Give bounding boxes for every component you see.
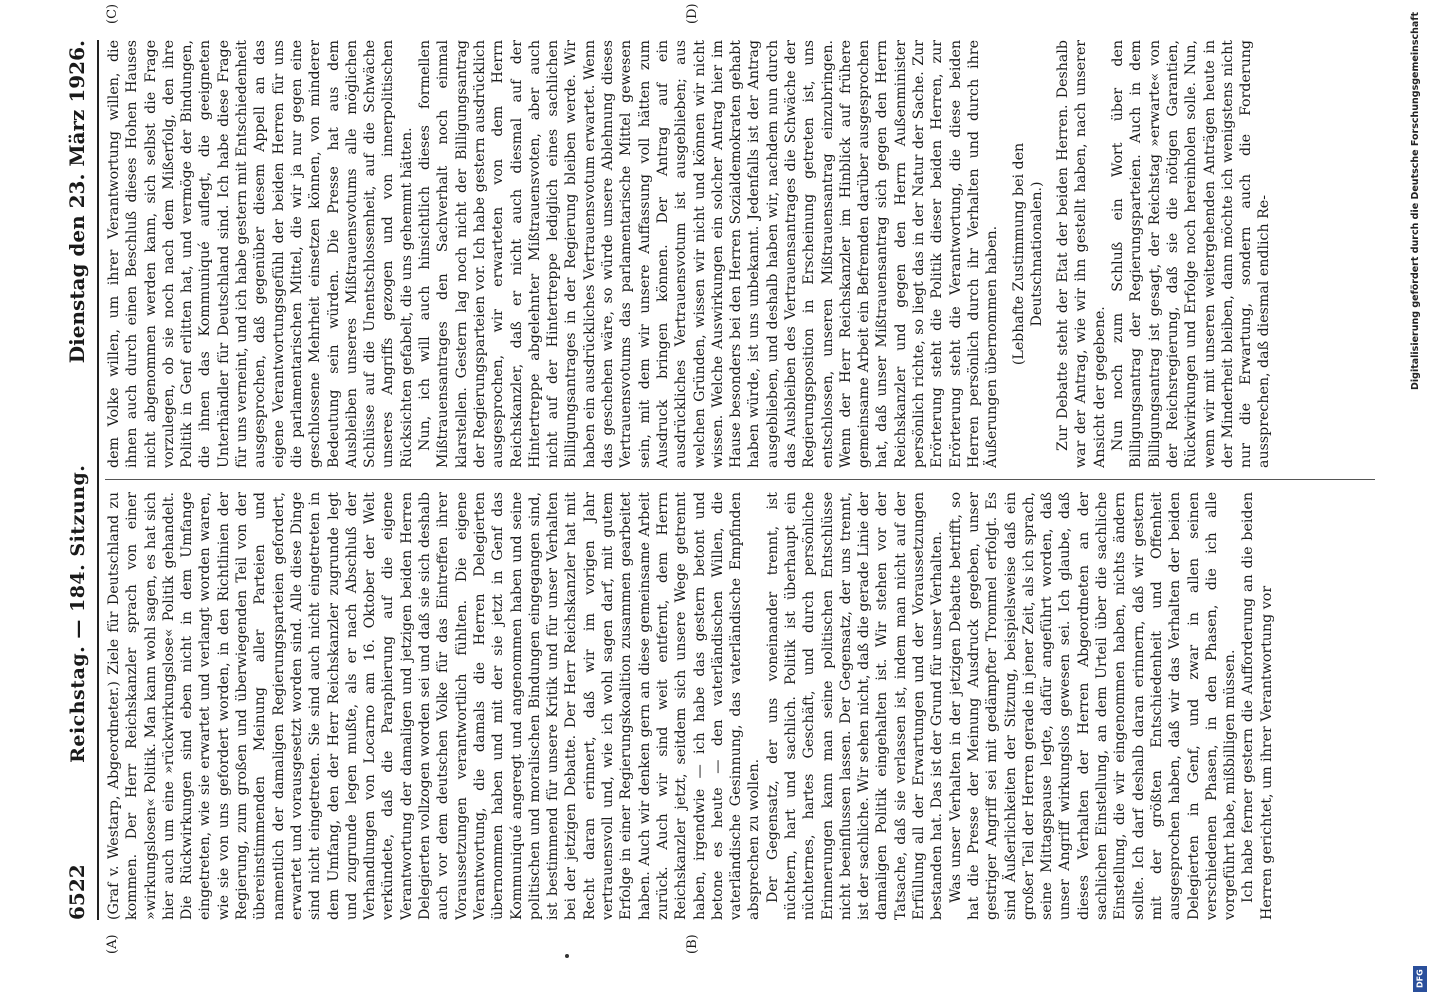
session-title: Reichstag. — 184. Sitzung. xyxy=(67,464,89,763)
margin-marker-a: (A) xyxy=(105,934,120,954)
header-rule xyxy=(97,40,99,920)
rotated-page xyxy=(45,0,1434,960)
session-date: Dienstag den 23. März 1926. xyxy=(65,40,89,364)
dfg-logo: DFG xyxy=(1413,966,1427,992)
page-number: 6522 xyxy=(65,864,89,920)
paragraph: Ich habe ferner gestern die Aufforderung an die beiden Herren gerichtet, um ihrer Verantwortung vor xyxy=(1240,492,1275,920)
credit-text: Digitalisierung gefördert durch die Deutsche Forschungsgemeinschaft xyxy=(1410,12,1421,390)
paragraph: (Graf v. Westarp, Abgeordneter.) Ziele für Deutschland zu kommen. Der Herr Reichskanzler sprach von einer »wirkungslosen« Politik. Man kann wohl sagen, es hat sich hier auch um eine »rückwirkungslose« Politik gehandelt. Die Rückwirkungen sind eben nicht in dem Umfange eingetreten, wie sie erwartet und verlangt worden waren, wie sie von uns gefordert worden, in den Richtlinien der Regierung, zum großen und überwiegenden Teil von der übereinstimmenden Meinung aller Parteien und namentlich der damaligen Regierungsparteien gefordert, erwartet und vorausgesetzt worden sind. Alle diese Dinge sind nicht eingetreten. Sie sind auch nicht eingetreten in dem Umfang, den der Herr Reichskanzler zugrunde legt und zugrunde legen mußte, als er nach Abschluß der Verhandlungen von Locarno am 16. Oktober der Welt verkündete, daß die Paraphierung auf die eigene Verantwortung der damaligen und jetzigen beiden Herren Delegierten vollzogen worden sei und daß sie sich deshalb auch vor dem deutschen Volke für das Eintreffen ihrer Voraussetzungen verantwortlich fühlten. Die eigene Verantwortung, die damals die Herren Delegierten übernommen haben und mit der sie jetzt in Genf das Kommuniqué angeregt und angenommen haben und seine politischen und moralischen Bindungen eingegangen sind, ist bestimmend für unsere Kritik und für unser Verhalten bei der jetzigen Debatte. Der Herr Reichskanzler hat mit Recht daran erinnert, daß wir im vorigen Jahr vertrauensvoll und, wie ich wohl sagen darf, mit gutem Erfolge in einer Regierungskoalition zusammen gearbeitet haben. Auch wir denken gern an diese gemeinsame Arbeit zurück. Auch wir sind weit entfernt, dem Herrn Reichskanzler jetzt, seitdem sich unsere Wege getrennt haben, irgendwie — ich habe das gestern betont und betone es heute — den vaterländischen Willen, die vaterländische Gesinnung, das vaterländische Empfinden absprechen zu wollen. xyxy=(106,492,763,920)
page-header xyxy=(65,40,93,920)
margin-marker-d: (D) xyxy=(685,3,700,24)
margin-marker-c: (C) xyxy=(105,3,120,24)
paragraph: dem Volke willen, um ihrer Verantwortung willen, die ihnen auch durch einen Beschluß dieses Hohen Hauses nicht abgenommen werden kann, sich selbst die Frage vorzulegen, ob sie noch nach dem Mißerfolg, den ihre Politik in Genf erlitten hat, und vermöge der Bindungen, die ihnen das Kommuniqué auflegt, die geeigneten Unterhändler für Deutschland sind. Ich habe diese Frage für uns verneint, und ich habe gestern mit Entschiedenheit ausgesprochen, daß gegenüber diesem Appell an das eigene Verantwortungsgefühl der beiden Herren für uns die parlamentarischen Mittel, die wir ja nur gegen eine geschlossene Mehrheit einsetzen können, von minderer Bedeutung sein würden. Die Presse hat aus dem Ausbleiben unseres Mißtrauensvotums alle möglichen Schlüsse auf die Unentschlossenheit, auf die Schwäche unseres Angriffs gezogen und von innerpolitischen Rücksichten gefabelt, die uns gehemmt hätten. xyxy=(106,40,415,468)
digitization-credit xyxy=(1410,12,1432,992)
page-content xyxy=(65,3,1395,954)
left-text-column xyxy=(105,492,1375,920)
paragraph: Der Gegensatz, der uns voneinander trennt, ist nüchtern, hart und sachlich. Politik ist überhaupt ein nüchternes, hartes Geschäft, und durch persönliche Erinnerungen kann man seine politischen Entschlüsse nicht beeinflussen lassen. Der Gegensatz, der uns trennt, ist der sachliche. Wir sehen nicht, daß die gerade Linie der damaligen Politik eingehalten ist. Wir stehen vor der Tatsache, daß sie verlassen ist, indem man nicht auf der Erfüllung all der Erwartungen und der Voraussetzungen bestanden hat. Das ist der Grund für unser Verhalten. xyxy=(764,492,946,920)
paragraph: Was unser Verhalten in der jetzigen Debatte betrifft, so hat die Presse der Meinung Ausdruck gegeben, unser gestriger Angriff sei mit gedämpfter Trommel erfolgt. Es sind Äußerlichkeiten der Sitzung, beispielsweise daß ein großer Teil der Herren gerade in jener Zeit, als ich sprach, seine Mittagspause legte, dafür angeführt worden, daß unser Angriff wirkungslos gewesen sei. Ich glaube, daß dieses Verhalten der Herren Abgeordneten an der sachlichen Einstellung, an dem Urteil über die sachliche Einstellung, die wir eingenommen haben, nichts ändern sollte. Ich darf deshalb daran erinnern, daß wir gestern mit der größten Entschiedenheit und Offenheit ausgesprochen haben, daß wir das Verhalten der beiden Delegierten in Genf, und zwar in allen seinen verschiedenen Phasen, in den Phasen, die ich alle vorgeführt habe, mißbilligen müssen. xyxy=(947,492,1239,920)
margin-marker-b: (B) xyxy=(685,934,700,954)
paragraph: Nun noch zum Schluß ein Wort über den Billigungsantrag der Regierungsparteien. Auch in dem Billigungsantrag ist gesagt, der Reichstag »erwarte« von der Reichsregierung, daß sie die nötigen Garantien, Rückwirkungen und Erfolge noch hereinholen solle. Nun, wenn wir mit unseren weitergehenden Anträgen heute in der Minderheit bleiben, dann möchte ich wenigstens nicht nur die Erwartung, sondern auch die Forderung aussprechen, daß diesmal endlich Re- xyxy=(1110,40,1273,468)
margin-dot xyxy=(565,954,569,958)
paragraph: Nun, ich will auch hinsichtlich dieses formellen Mißtrauensantrages den Sachverhalt noch einmal klarstellen. Gestern lag noch nicht der Billigungsantrag der Regierungsparteien vor. Ich habe gestern ausdrücklich ausgesprochen, wir erwarteten von dem Herrn Reichskanzler, daß er nicht auch diesmal auf der Hintertreppe abgelehnter Mißtrauensvoten, aber auch nicht auf der Hintertreppe lediglich eines sachlichen Billigungsantrages in der Regierung bleiben werde. Wir haben ein ausdrückliches Vertrauensvotum erwartet. Wenn das geschehen wäre, so würde unsere Ablehnung dieses Vertrauensvotums das parlamentarische Mittel gewesen sein, mit dem wir unsere Auffassung voll hätten zum Ausdruck bringen können. Der Antrag auf ein ausdrückliches Vertrauensvotum ist ausgeblieben; aus welchen Gründen, wissen wir nicht und können wir nicht wissen. Welche Auswirkungen ein solcher Antrag hier im Hause besonders bei den Herren Sozialdemokraten gehabt haben würde, ist uns unbekannt. Jedenfalls ist der Antrag ausgeblieben, und deshalb haben wir, nachdem nun durch das Ausbleiben des Vertrauensantrages die Schwäche der Regierungsposition in Erscheinung getreten ist, uns entschlossen, unseren Mißtrauensantrag einzubringen. Wenn der Herr Reichskanzler im Hinblick auf frühere gemeinsame Arbeit ein Befremden darüber ausgesprochen hat, daß unser Mißtrauensantrag sich gegen den Herrn Reichskanzler und gegen den Herrn Außenminister persönlich richte, so liegt das in der Natur der Sache. Zur Erörterung steht die Politik dieser beiden Herren, zur Erörterung steht die Verantwortung, die diese beiden Herren persönlich durch ihr Verhalten und durch ihre Äußerungen übernommen haben. xyxy=(417,40,1001,468)
paragraph: (Lebhafte Zustimmung bei den Deutschnationalen.) xyxy=(1010,142,1045,366)
column-divider xyxy=(105,479,1375,480)
right-text-column xyxy=(105,40,1375,468)
paragraph: Zur Debatte steht der Etat der beiden Herren. Deshalb war der Antrag, wie wir ihn gestellt haben, nach unserer Ansicht der gegebene. xyxy=(1055,40,1108,468)
